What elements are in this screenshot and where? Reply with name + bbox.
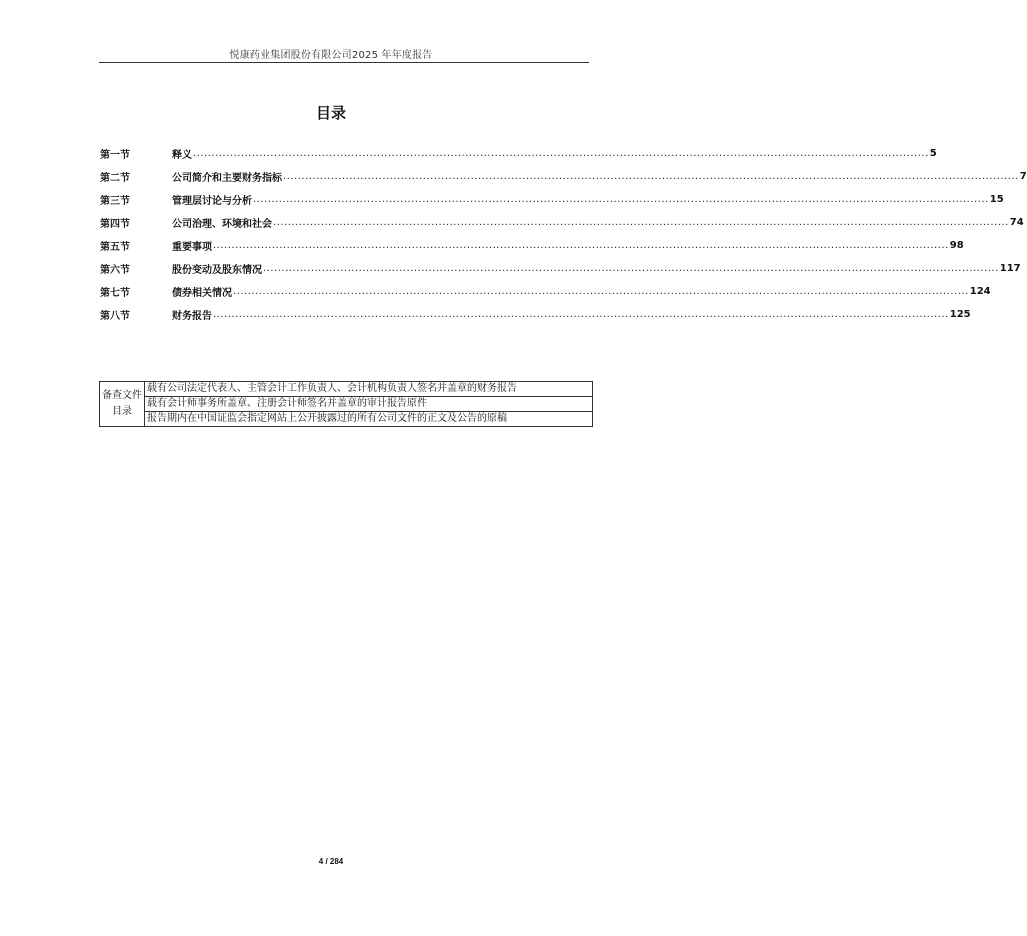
toc-page-number: 117 [999,263,1021,274]
toc-page-number: 15 [989,194,1004,205]
toc-page-number: 124 [969,286,991,297]
toc-section-number: 第五节 [100,242,130,253]
toc-page-number: 74 [1009,217,1024,228]
toc-section-title: 释义 [172,150,192,161]
toc-section-title: 重要事项 [172,242,212,253]
toc-dot-leader: ........................................................................................................................................................................................................ [263,263,999,274]
toc-section-number: 第四节 [100,219,130,230]
toc-section-title: 股份变动及股东情况 [172,265,262,276]
reference-document-item: 载有公司法定代表人、主管会计工作负责人、会计机构负责人签名并盖章的财务报告 [145,382,593,397]
running-header: 悦康药业集团股份有限公司2025 年年度报告 [229,50,433,61]
toc-dot-leader: ........................................................................................................................................................................................................ [273,217,1009,228]
header-divider [99,62,589,63]
toc-entry[interactable] [100,280,991,303]
reference-document-item: 载有会计师事务所盖章、注册会计师签名并盖章的审计报告原件 [145,397,593,412]
table-row [100,397,593,412]
toc-section-number: 第七节 [100,288,130,299]
toc-entry[interactable] [100,211,1024,234]
table-row [100,382,593,397]
toc-section-number: 第二节 [100,173,130,184]
toc-section-number: 第三节 [100,196,130,207]
toc-section-number: 第一节 [100,150,130,161]
toc-entry[interactable] [100,303,971,326]
table-of-contents [100,142,1027,326]
toc-page-number: 125 [949,309,971,320]
toc-section-title: 财务报告 [172,311,212,322]
toc-dot-leader: ........................................................................................................................................................................................................ [213,309,949,320]
toc-page-number: 5 [929,148,937,159]
toc-dot-leader: ........................................................................................................................................................................................................ [233,286,969,297]
toc-section-title: 公司简介和主要财务指标 [172,173,282,184]
toc-entry[interactable] [100,188,1004,211]
toc-section-title: 公司治理、环境和社会 [172,219,272,230]
toc-section-number: 第八节 [100,311,130,322]
toc-page-number: 98 [949,240,964,251]
reference-documents-table [99,381,593,427]
table-row [100,412,593,427]
reference-documents-label: 备查文件目录 [100,382,145,427]
toc-entry[interactable] [100,257,1021,280]
toc-entry[interactable] [100,142,937,165]
page-number: 4 / 284 [318,857,344,866]
toc-title: 目录 [315,104,346,122]
toc-dot-leader: ........................................................................................................................................................................................................ [253,194,989,205]
toc-section-title: 债券相关情况 [172,288,232,299]
toc-dot-leader: ........................................................................................................................................................................................................ [213,240,949,251]
reference-document-item: 报告期内在中国证监会指定网站上公开披露过的所有公司文件的正文及公告的原稿 [145,412,593,427]
toc-section-title: 管理层讨论与分析 [172,196,252,207]
toc-dot-leader: ........................................................................................................................................................................................................ [283,171,1019,182]
toc-entry[interactable] [100,165,1027,188]
toc-section-number: 第六节 [100,265,130,276]
toc-dot-leader: ........................................................................................................................................................................................................ [193,148,929,159]
toc-page-number: 7 [1019,171,1027,182]
toc-entry[interactable] [100,234,964,257]
